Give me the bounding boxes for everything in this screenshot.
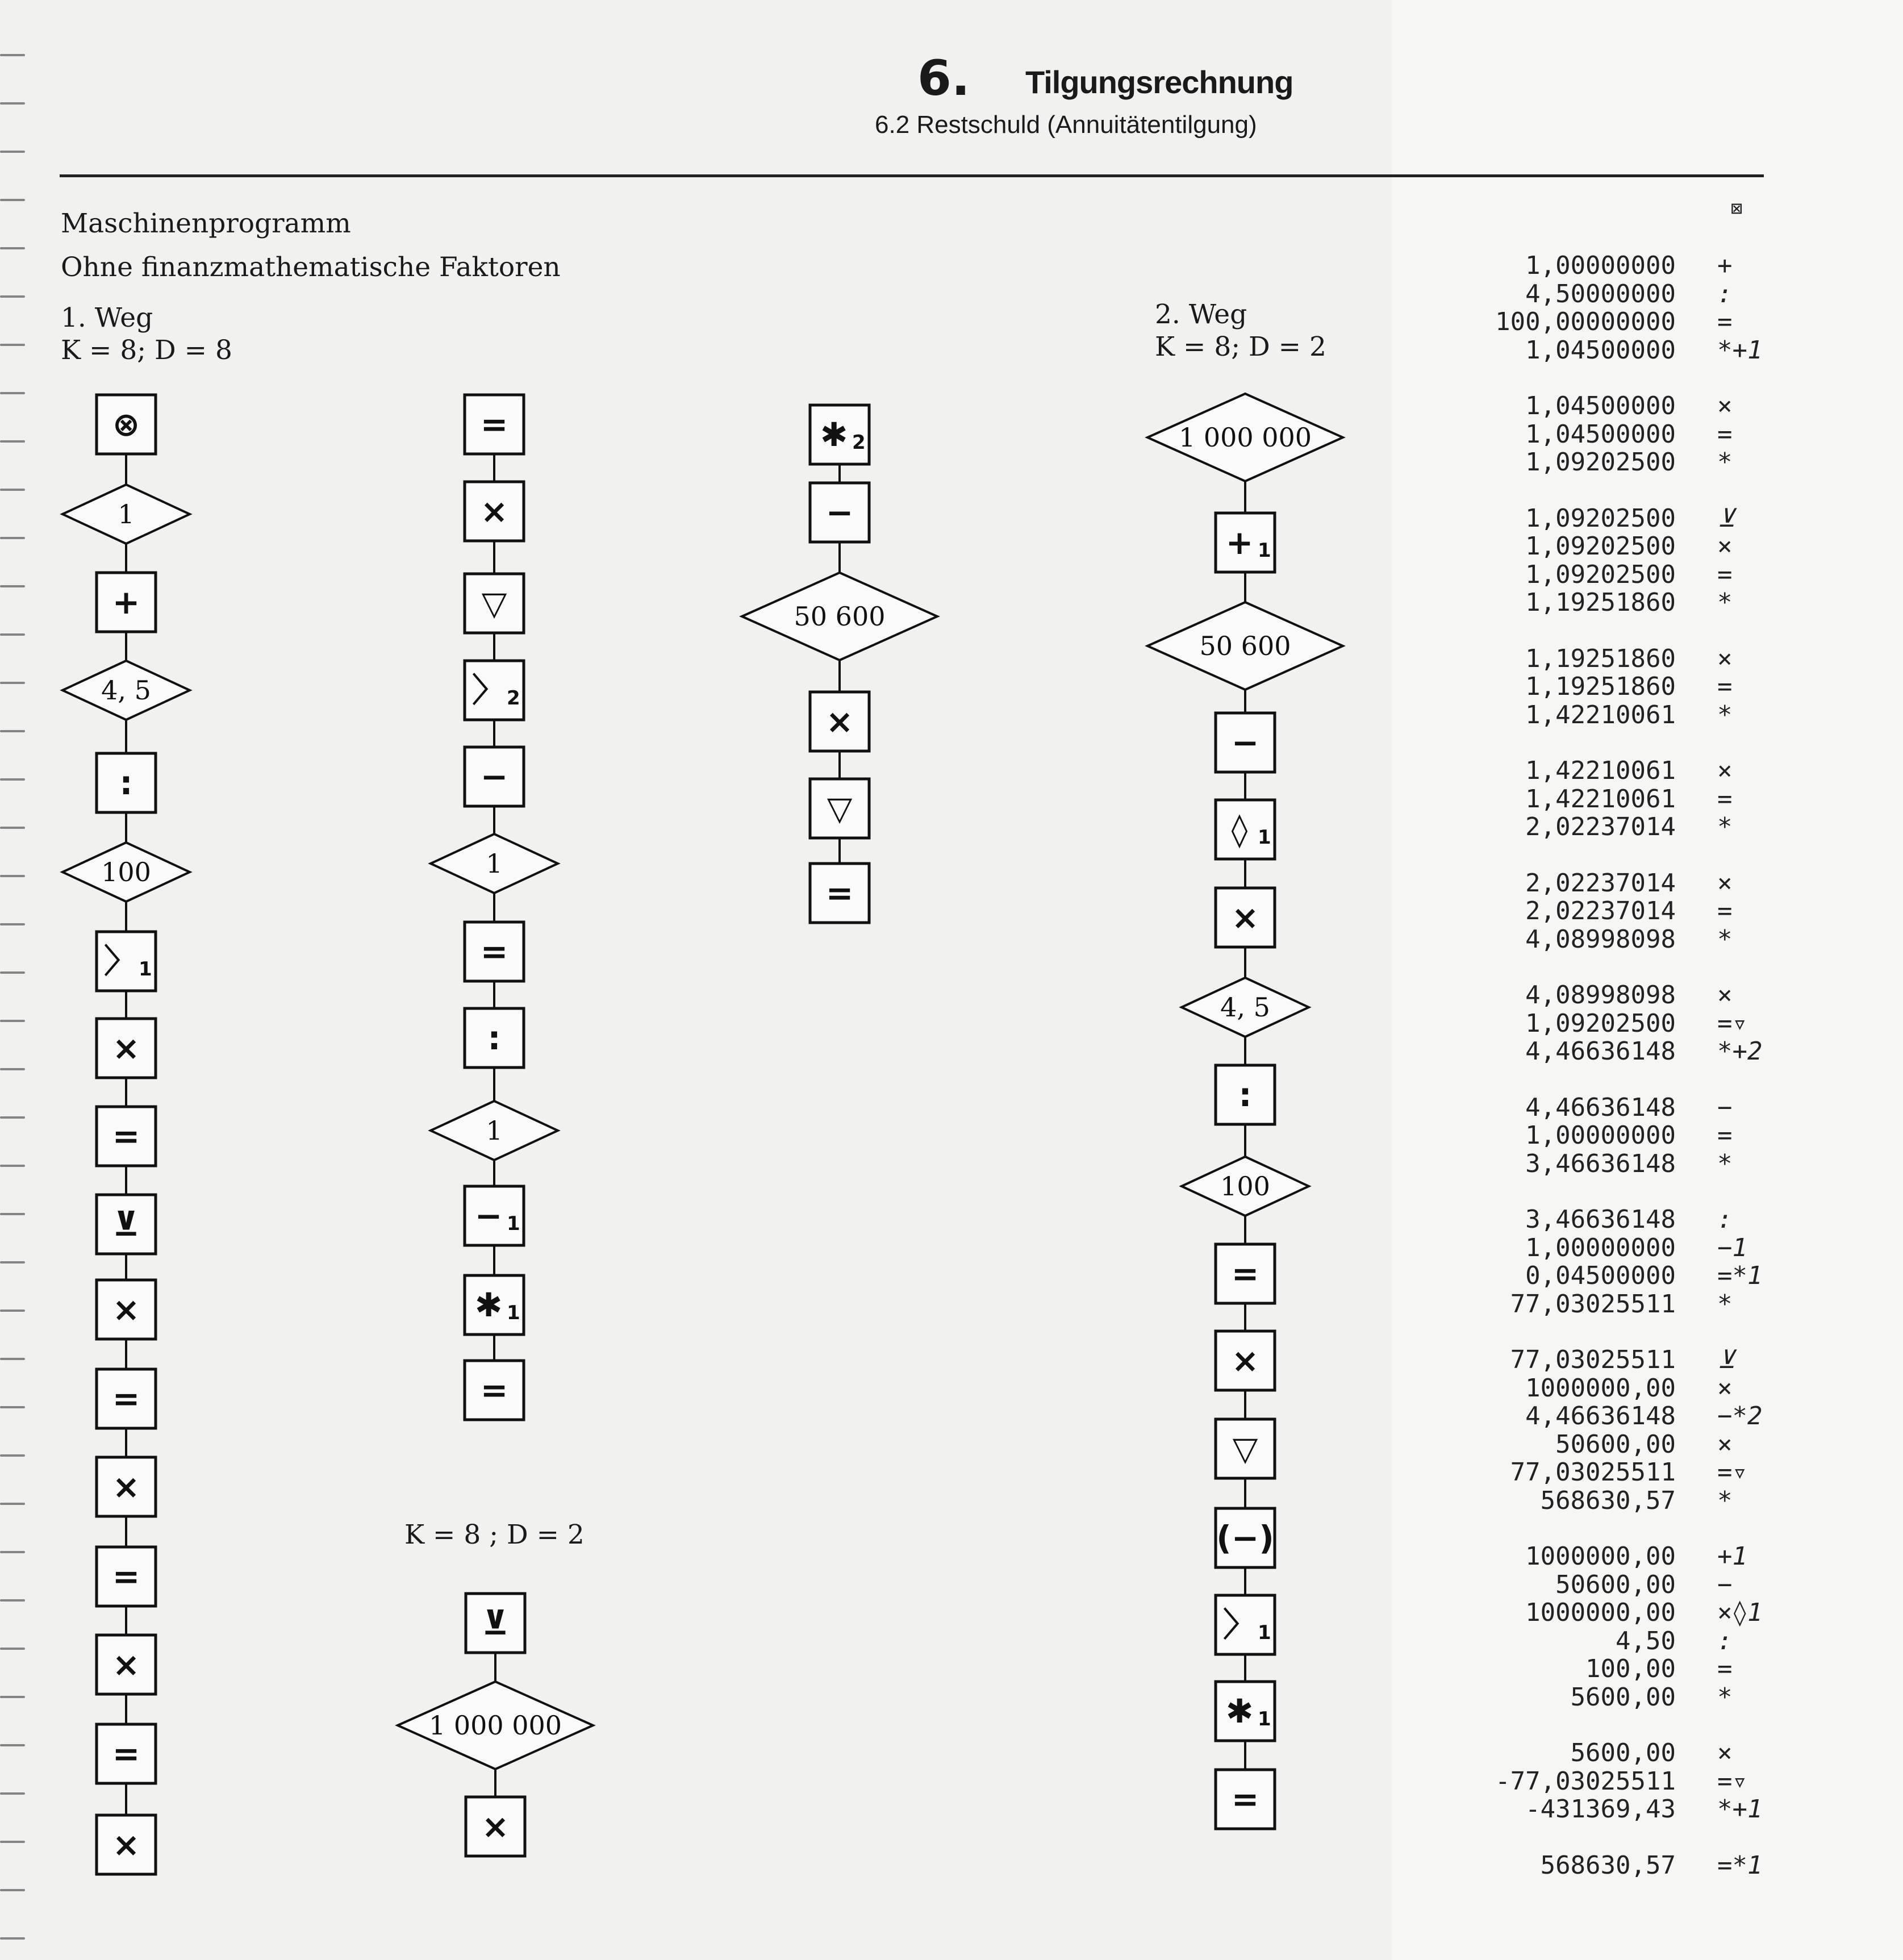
flow-input-value: 1 000 000 xyxy=(1178,422,1312,453)
flow-step-symbol: 〉 xyxy=(103,942,137,981)
flow-step-box xyxy=(97,1457,156,1516)
flow-input-diamond xyxy=(431,1101,558,1160)
flow-step-symbol: − xyxy=(480,757,508,796)
tape-value: 1,09202500 xyxy=(1525,560,1676,589)
tape-line xyxy=(1392,391,1846,419)
flow-step-box xyxy=(465,395,524,454)
tape-line xyxy=(1392,1037,1846,1064)
flow-step-symbol: + xyxy=(112,583,140,622)
weg1-title: 1. Weg xyxy=(61,302,153,333)
flow-step-box xyxy=(465,1275,524,1335)
flow-step-index: 1 xyxy=(507,1212,520,1235)
tape-operator: =▿ xyxy=(1717,1008,1747,1038)
block3-params: K = 8 ; D = 2 xyxy=(404,1519,585,1550)
tape-operator: = xyxy=(1717,896,1733,925)
tape-line xyxy=(1392,420,1846,447)
flow-step-index: 2 xyxy=(852,431,866,454)
flow-step-symbol: ⊻ xyxy=(112,1205,140,1244)
tape-value: 1,09202500 xyxy=(1525,1008,1676,1038)
weg1-params: K = 8; D = 8 xyxy=(61,335,232,366)
flow-step-box xyxy=(97,932,156,991)
tape-line xyxy=(1392,756,1846,783)
printer-tape xyxy=(1392,0,1892,1960)
tape-value: 4,50000000 xyxy=(1525,279,1676,308)
tape-operator: − xyxy=(1717,1092,1733,1122)
tape-value: -431369,43 xyxy=(1525,1795,1676,1824)
flow-input-value: 1 000 000 xyxy=(428,1710,562,1741)
tape-operator: = xyxy=(1717,672,1733,701)
tape-line xyxy=(1392,981,1846,1008)
tape-value: 1,19251860 xyxy=(1525,672,1676,701)
flow-input-value: 100 xyxy=(1220,1171,1270,1202)
flow-step-symbol: = xyxy=(825,874,854,912)
flow-step-symbol: × xyxy=(1231,898,1259,937)
chapter-number: 6. xyxy=(917,50,970,107)
flow-step-symbol: ✱ xyxy=(1225,1692,1254,1730)
tape-operator: =▿ xyxy=(1717,1458,1747,1487)
flow-step-symbol: ▽ xyxy=(1232,1429,1258,1468)
tape-value: 5600,00 xyxy=(1570,1738,1676,1767)
tape-line xyxy=(1392,1598,1846,1625)
flow-step-box xyxy=(1216,713,1275,772)
tape-value: 4,08998098 xyxy=(1525,924,1676,954)
flow-step-symbol: ⊗ xyxy=(112,405,140,444)
flow-step-symbol: × xyxy=(1231,1341,1259,1380)
tape-value: 2,02237014 xyxy=(1525,812,1676,841)
flow-step-box xyxy=(97,1635,156,1694)
flow-step-index: 1 xyxy=(139,958,152,981)
flow-step-index: 2 xyxy=(507,687,520,710)
tape-operator: *+1 xyxy=(1717,1795,1763,1824)
tape-line xyxy=(1392,1149,1846,1177)
flow-step-box xyxy=(465,482,524,541)
flow-step-symbol: × xyxy=(112,1467,140,1506)
flowchart-col4 xyxy=(1147,394,1343,1829)
tape-value: 1,19251860 xyxy=(1525,644,1676,673)
tape-value: 1,42210061 xyxy=(1525,756,1676,785)
flow-step-symbol: = xyxy=(112,1379,140,1418)
flow-step-symbol: : xyxy=(487,1019,501,1057)
tape-line xyxy=(1392,896,1846,924)
tape-value: 4,50 xyxy=(1616,1626,1676,1655)
flow-step-symbol: × xyxy=(481,1807,510,1846)
weg2-title: 2. Weg xyxy=(1155,299,1247,330)
tape-value: 50600,00 xyxy=(1555,1429,1676,1459)
flow-step-box xyxy=(810,692,869,751)
flow-input-value: 4, 5 xyxy=(1220,992,1270,1023)
tape-operator: +1 xyxy=(1717,1542,1747,1571)
tape-operator: × xyxy=(1717,756,1733,785)
tape-operator: × xyxy=(1717,532,1733,561)
flow-input-diamond xyxy=(62,661,190,720)
tape-operator: × xyxy=(1717,981,1733,1010)
weg2-params: K = 8; D = 2 xyxy=(1155,331,1326,362)
tape-line xyxy=(1392,1570,1846,1598)
tape-line xyxy=(1392,1233,1846,1261)
flow-step-box xyxy=(466,1594,525,1653)
tape-value: 1,42210061 xyxy=(1525,784,1676,814)
tape-operator: * xyxy=(1717,1149,1733,1178)
flow-step-symbol: ✱ xyxy=(474,1286,503,1324)
tape-value: 4,46636148 xyxy=(1525,1402,1676,1431)
tape-operator: *+2 xyxy=(1717,1037,1763,1066)
flow-input-diamond xyxy=(742,573,937,660)
flow-step-symbol: ▽ xyxy=(827,789,853,828)
tape-operator: = xyxy=(1717,784,1733,814)
tape-line xyxy=(1392,532,1846,559)
flow-step-box xyxy=(1216,888,1275,947)
flow-step-box xyxy=(1216,1508,1275,1567)
tape-line xyxy=(1392,1627,1846,1654)
flow-step-index: 1 xyxy=(1258,1708,1271,1730)
tape-line xyxy=(1392,1402,1846,1429)
tape-line xyxy=(1392,1345,1846,1373)
flow-step-symbol: : xyxy=(1238,1075,1252,1114)
tape-operator: × xyxy=(1717,868,1733,898)
tape-value: 568630,57 xyxy=(1540,1486,1676,1515)
tape-line xyxy=(1392,925,1846,952)
flow-step-symbol: − xyxy=(474,1196,503,1235)
flow-step-box xyxy=(465,747,524,806)
tape-value: 1000000,00 xyxy=(1525,1542,1676,1571)
tape-line xyxy=(1392,1009,1846,1036)
flow-input-value: 100 xyxy=(101,857,151,887)
flow-step-box xyxy=(97,1280,156,1339)
tape-operator: −1 xyxy=(1717,1233,1747,1262)
tape-value: 1,00000000 xyxy=(1525,1233,1676,1262)
tape-operator: =*1 xyxy=(1717,1850,1763,1880)
flow-step-box xyxy=(97,753,156,812)
flow-input-diamond xyxy=(62,843,190,902)
flow-step-box xyxy=(465,922,524,981)
chapter-title: Tilgungsrechnung xyxy=(1025,64,1293,100)
tape-operator: × xyxy=(1717,1373,1733,1403)
tape-value: 77,03025511 xyxy=(1510,1458,1676,1487)
flow-step-symbol: − xyxy=(825,493,854,532)
flow-step-box xyxy=(97,1369,156,1428)
tape-value: 1,04500000 xyxy=(1525,419,1676,449)
tape-operator: ⊻ xyxy=(1717,503,1736,533)
flow-step-symbol: = xyxy=(112,1557,140,1596)
flow-step-symbol: ▽ xyxy=(481,584,507,623)
flow-step-symbol: − xyxy=(1231,723,1259,762)
flow-step-box xyxy=(97,573,156,632)
tape-value: 1000000,00 xyxy=(1525,1598,1676,1627)
tape-value: 1000000,00 xyxy=(1525,1373,1676,1403)
flow-step-symbol: = xyxy=(1231,1254,1259,1293)
tape-line xyxy=(1392,560,1846,587)
tape-operator: = xyxy=(1717,560,1733,589)
flow-step-symbol: + xyxy=(1225,523,1254,562)
tape-value: 1,09202500 xyxy=(1525,503,1676,533)
tape-line xyxy=(1392,504,1846,531)
flow-step-box xyxy=(97,1547,156,1606)
flow-step-box xyxy=(465,574,524,633)
tape-operator: = xyxy=(1717,307,1733,336)
tape-line xyxy=(1392,1542,1846,1569)
tape-operator: = xyxy=(1717,419,1733,449)
tape-line xyxy=(1392,336,1846,363)
flow-step-symbol: × xyxy=(112,1645,140,1684)
tape-line xyxy=(1392,1374,1846,1401)
flow-step-symbol: × xyxy=(480,492,508,531)
tape-operator: × xyxy=(1717,1429,1733,1459)
section-title: 6.2 Restschuld (Annuitätentilgung) xyxy=(875,111,1257,139)
flow-input-diamond xyxy=(1182,1157,1309,1216)
tape-line xyxy=(1392,1458,1846,1485)
tape-operator: * xyxy=(1717,812,1733,841)
flowchart-col1 xyxy=(62,395,190,1874)
flow-step-box xyxy=(97,1019,156,1078)
flow-step-box xyxy=(810,779,869,838)
program-title: Maschinenprogramm xyxy=(61,208,351,239)
flow-step-box xyxy=(1216,1770,1275,1829)
flow-input-diamond xyxy=(431,834,558,893)
flow-step-symbol: = xyxy=(112,1734,140,1773)
flow-step-index: 1 xyxy=(507,1302,520,1324)
flow-input-diamond xyxy=(1147,602,1343,690)
flow-step-index: 1 xyxy=(1258,826,1271,849)
flow-step-box xyxy=(1216,800,1275,859)
flow-step-box xyxy=(465,661,524,720)
flow-input-value: 1 xyxy=(486,848,503,879)
flow-step-symbol: = xyxy=(112,1117,140,1156)
tape-value: 3,46636148 xyxy=(1525,1149,1676,1178)
flow-step-symbol: = xyxy=(480,1371,508,1409)
tape-clear-symbol: ⊠ xyxy=(1731,197,1743,220)
flow-step-symbol: ✱ xyxy=(820,415,848,454)
tape-operator: ⊻ xyxy=(1717,1345,1736,1374)
tape-line xyxy=(1392,280,1846,307)
tape-line xyxy=(1392,1654,1846,1682)
tape-value: -77,03025511 xyxy=(1495,1766,1676,1796)
tape-line xyxy=(1392,448,1846,475)
tape-operator: = xyxy=(1717,1654,1733,1683)
tape-line xyxy=(1392,1738,1846,1766)
tape-line xyxy=(1392,644,1846,672)
program-subtitle: Ohne finanzmathematische Faktoren xyxy=(61,252,561,283)
flow-step-symbol: 〉 xyxy=(471,671,506,710)
tape-operator: × xyxy=(1717,391,1733,420)
flow-step-box xyxy=(1216,1065,1275,1124)
tape-operator: ×◊1 xyxy=(1717,1598,1763,1627)
tape-value: 2,02237014 xyxy=(1525,868,1676,898)
tape-operator: + xyxy=(1717,251,1733,280)
flowchart-col2b xyxy=(398,1594,593,1856)
tape-value: 1,00000000 xyxy=(1525,251,1676,280)
tape-operator: : xyxy=(1717,279,1733,308)
flow-step-box xyxy=(810,864,869,923)
flow-step-symbol: × xyxy=(112,1029,140,1067)
flow-step-box xyxy=(97,395,156,454)
flow-step-box xyxy=(97,1195,156,1254)
tape-value: 4,46636148 xyxy=(1525,1092,1676,1122)
tape-operator: : xyxy=(1717,1626,1733,1655)
flow-input-diamond xyxy=(1147,394,1343,481)
tape-value: 1,04500000 xyxy=(1525,335,1676,365)
tape-line xyxy=(1392,1795,1846,1822)
tape-value: 2,02237014 xyxy=(1525,896,1676,925)
flow-step-symbol: ◊ xyxy=(1231,810,1248,849)
tape-line xyxy=(1392,588,1846,615)
flow-step-symbol: ⊻ xyxy=(482,1604,509,1642)
tape-value: 5600,00 xyxy=(1570,1682,1676,1712)
flow-step-box xyxy=(466,1797,525,1856)
tape-operator: * xyxy=(1717,700,1733,729)
flow-input-value: 50 600 xyxy=(794,601,886,632)
flow-step-box xyxy=(465,1186,524,1245)
tape-line xyxy=(1392,1430,1846,1457)
flow-step-symbol: : xyxy=(119,764,133,802)
tape-operator: =*1 xyxy=(1717,1261,1763,1290)
flowchart-col2 xyxy=(431,395,558,1420)
flow-step-symbol: = xyxy=(480,405,508,444)
flow-input-value: 4, 5 xyxy=(101,675,151,706)
tape-operator: = xyxy=(1717,1121,1733,1150)
flow-step-box xyxy=(1216,1595,1275,1654)
tape-line xyxy=(1392,869,1846,896)
tape-value: 4,08998098 xyxy=(1525,981,1676,1010)
flow-step-box xyxy=(810,483,869,542)
tape-operator: × xyxy=(1717,644,1733,673)
flow-step-symbol: × xyxy=(825,702,854,741)
flow-step-box xyxy=(1216,1419,1275,1478)
flow-step-box xyxy=(97,1107,156,1166)
tape-value: 1,09202500 xyxy=(1525,448,1676,477)
flow-step-box xyxy=(465,1008,524,1067)
flow-step-box xyxy=(1216,1682,1275,1741)
tape-line xyxy=(1392,812,1846,840)
tape-operator: : xyxy=(1717,1205,1733,1234)
tape-value: 1,00000000 xyxy=(1525,1121,1676,1150)
tape-line xyxy=(1392,1767,1846,1794)
tape-line xyxy=(1392,1683,1846,1710)
flow-step-symbol: = xyxy=(480,932,508,971)
tape-operator: * xyxy=(1717,1682,1733,1712)
flow-input-diamond xyxy=(398,1682,593,1769)
flow-step-box xyxy=(97,1724,156,1783)
flow-step-box xyxy=(810,405,869,464)
flow-step-box xyxy=(1216,513,1275,572)
tape-line xyxy=(1392,1121,1846,1148)
tape-value: 100,00000000 xyxy=(1495,307,1676,336)
flow-step-symbol: = xyxy=(1231,1780,1259,1819)
flow-step-index: 1 xyxy=(1258,1621,1271,1644)
flow-step-box xyxy=(1216,1244,1275,1303)
flow-input-diamond xyxy=(62,485,190,544)
flow-input-diamond xyxy=(1182,978,1309,1037)
flowchart-col3 xyxy=(742,405,937,923)
tape-line xyxy=(1392,307,1846,335)
flow-step-symbol: × xyxy=(112,1290,140,1329)
tape-line xyxy=(1392,1261,1846,1288)
tape-line xyxy=(1392,672,1846,699)
tape-value: 50600,00 xyxy=(1555,1570,1676,1599)
tape-line xyxy=(1392,785,1846,812)
tape-operator: * xyxy=(1717,924,1733,954)
tape-operator: *+1 xyxy=(1717,335,1763,365)
tape-line xyxy=(1392,1486,1846,1513)
flow-input-value: 1 xyxy=(486,1115,503,1146)
tape-value: 1,09202500 xyxy=(1525,532,1676,561)
tape-operator: * xyxy=(1717,1289,1733,1319)
tape-value: 1,04500000 xyxy=(1525,391,1676,420)
flow-step-box xyxy=(465,1361,524,1420)
tape-value: 1,19251860 xyxy=(1525,588,1676,617)
tape-value: 100,00 xyxy=(1585,1654,1676,1683)
tape-value: 77,03025511 xyxy=(1510,1345,1676,1374)
flow-step-symbol: 〉 xyxy=(1222,1605,1257,1644)
tape-line xyxy=(1392,1851,1846,1878)
tape-value: 0,04500000 xyxy=(1525,1261,1676,1290)
flow-step-symbol: (−) xyxy=(1216,1519,1274,1557)
tape-value: 568630,57 xyxy=(1540,1850,1676,1880)
tape-line xyxy=(1392,1290,1846,1317)
tape-value: 77,03025511 xyxy=(1510,1289,1676,1319)
flow-step-symbol: × xyxy=(112,1825,140,1864)
tape-line xyxy=(1392,700,1846,728)
tape-line xyxy=(1392,1205,1846,1232)
flow-input-value: 1 xyxy=(118,499,135,529)
tape-operator: −*2 xyxy=(1717,1402,1763,1431)
tape-operator: =▿ xyxy=(1717,1766,1747,1796)
tape-operator: * xyxy=(1717,1486,1733,1515)
tape-operator: × xyxy=(1717,1738,1733,1767)
tape-operator: * xyxy=(1717,588,1733,617)
flow-input-value: 50 600 xyxy=(1199,631,1291,661)
tape-operator: * xyxy=(1717,448,1733,477)
tape-operator: − xyxy=(1717,1570,1733,1599)
flow-step-box xyxy=(1216,1331,1275,1390)
tape-value: 1,42210061 xyxy=(1525,700,1676,729)
tape-line xyxy=(1392,1093,1846,1120)
tape-value: 4,46636148 xyxy=(1525,1037,1676,1066)
tape-value: 3,46636148 xyxy=(1525,1205,1676,1234)
tape-line xyxy=(1392,251,1846,278)
flow-step-index: 1 xyxy=(1258,539,1271,562)
flow-step-box xyxy=(97,1815,156,1874)
